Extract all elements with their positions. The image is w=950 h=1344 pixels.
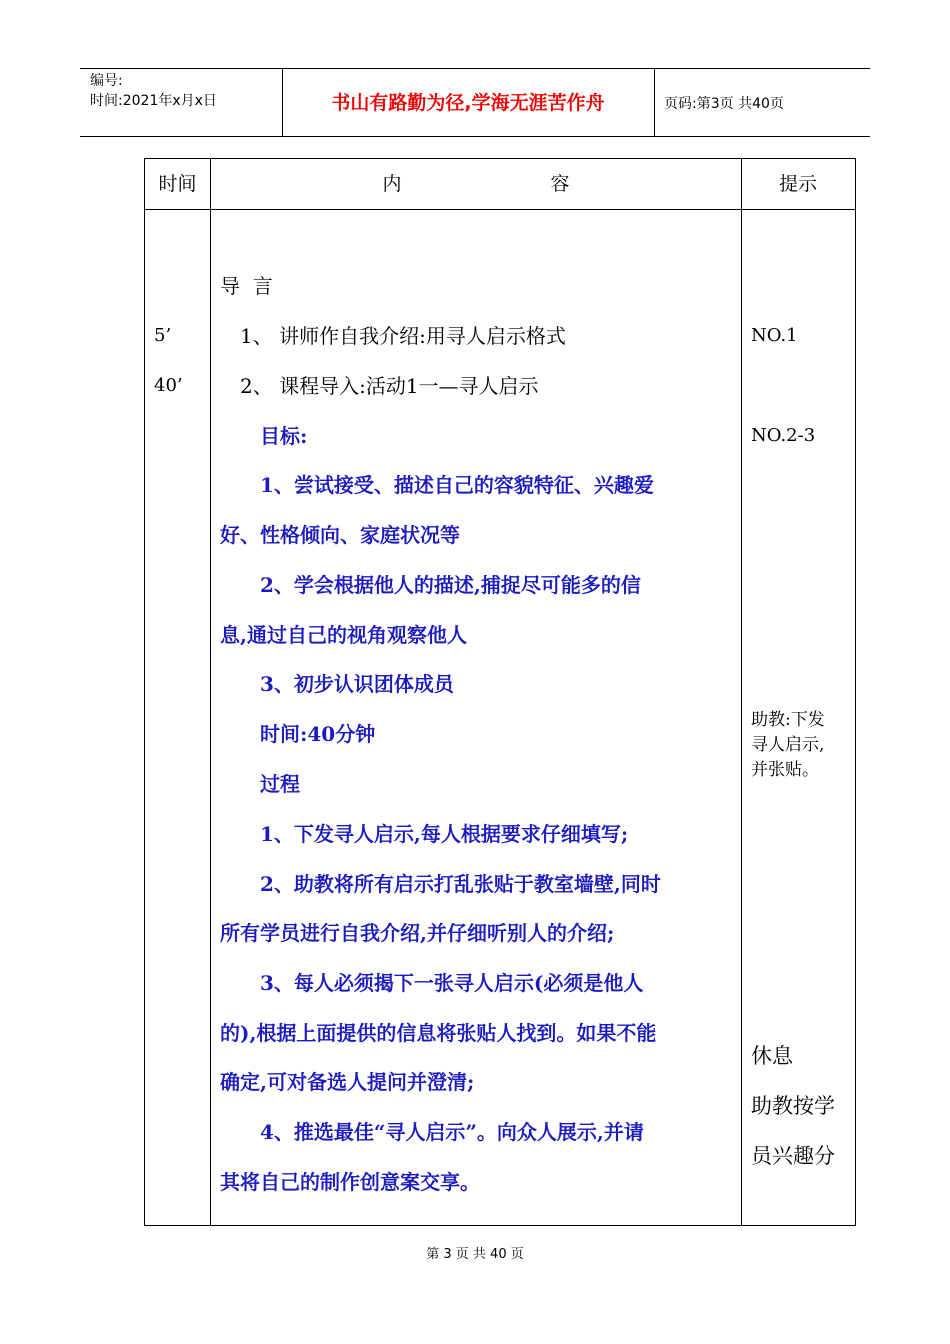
header-date: 时间:2021年x月x日 xyxy=(90,93,217,109)
process-1: 1、下发寻人启示,每人根据要求仔细填写; xyxy=(260,822,629,846)
time-mark-5: 5’ xyxy=(154,325,172,346)
intro-title: 导 言 xyxy=(220,274,273,298)
goal-2-line-2: 息,通过自己的视角观察他人 xyxy=(220,623,467,647)
tip-group-1: 助教按学 xyxy=(751,1094,835,1118)
goal-2-line-1: 2、学会根据他人的描述,捕捉尽可能多的信 xyxy=(260,573,641,597)
process-title: 过程 xyxy=(260,772,300,796)
col-header-tips: 提示 xyxy=(778,173,817,195)
process-2-line-1: 2、助教将所有启示打乱张贴于教室墙壁,同时 xyxy=(260,872,661,896)
process-3-line-3: 确定,可对备选人提问并澄清; xyxy=(220,1070,475,1094)
process-3-line-2: 的),根据上面提供的信息将张贴人找到。如果不能 xyxy=(220,1021,657,1045)
tip-no2-3: NO.2-3 xyxy=(751,425,816,446)
lesson-table xyxy=(144,158,856,1226)
header-divider-right xyxy=(654,68,655,136)
col-header-content-left: 内 xyxy=(382,173,402,195)
col-header-content-right: 容 xyxy=(550,173,570,195)
process-3-line-1: 3、每人必须揭下一张寻人启示(必须是他人 xyxy=(260,971,644,995)
tip-rest: 休息 xyxy=(751,1044,793,1068)
header-page-info: 页码:第3页 共40页 xyxy=(664,96,784,112)
tip-assist-3: 并张贴。 xyxy=(751,760,819,780)
time-mark-40: 40’ xyxy=(154,375,183,396)
tip-assist-2: 寻人启示, xyxy=(751,735,825,755)
col-header-time: 时间 xyxy=(158,173,197,195)
table-col-divider-2 xyxy=(741,159,742,1225)
goal-3: 3、初步认识团体成员 xyxy=(260,672,454,696)
goal-1-line-2: 好、性格倾向、家庭状况等 xyxy=(220,523,460,547)
header-divider-left xyxy=(282,68,283,136)
page-footer: 第 3 页 共 40 页 xyxy=(426,1247,524,1262)
header-top-rule xyxy=(80,68,870,69)
intro-item-1: 1、 讲师作自我介绍:用寻人启示格式 xyxy=(240,324,566,348)
table-col-divider-1 xyxy=(210,159,211,1225)
activity-duration: 时间:40分钟 xyxy=(260,722,376,746)
table-header-rule xyxy=(145,209,855,210)
process-4-line-2: 其将自己的制作创意案交享。 xyxy=(220,1170,480,1194)
intro-item-2: 2、 课程导入:活动1一—寻人启示 xyxy=(240,374,539,398)
header-number-label: 编号: xyxy=(90,73,123,89)
header-motto: 书山有路勤为径,学海无涯苦作舟 xyxy=(331,92,605,114)
process-4-line-1: 4、推选最佳“寻人启示”。向众人展示,并请 xyxy=(260,1120,644,1144)
goal-title: 目标: xyxy=(260,424,308,448)
goal-1-line-1: 1、尝试接受、描述自己的容貌特征、兴趣爱 xyxy=(260,473,654,497)
process-2-line-2: 所有学员进行自我介绍,并仔细听别人的介绍; xyxy=(220,921,615,945)
tip-group-2: 员兴趣分 xyxy=(751,1144,835,1168)
tip-assist-1: 助教:下发 xyxy=(751,710,825,730)
header-bottom-rule xyxy=(80,136,870,137)
tip-no1: NO.1 xyxy=(751,325,798,346)
